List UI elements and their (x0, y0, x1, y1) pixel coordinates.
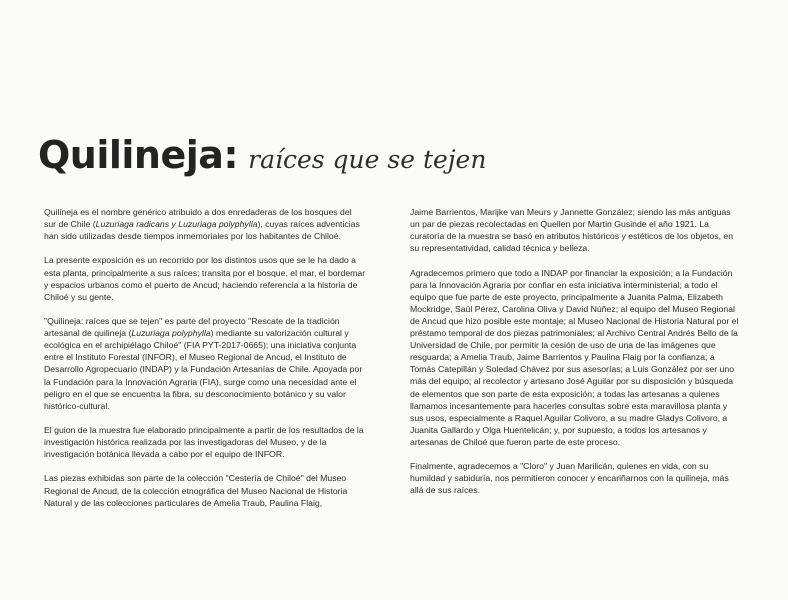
title-subtitle: raíces que se tejen (248, 145, 487, 174)
title-main: Quilineja: (38, 133, 239, 177)
left-column (44, 206, 366, 521)
right-paragraph-2: Agradecemos primero que todo a INDAP por financiar la exposición; a la Fundación para la Innovación Agraria por confiar en esta iniciativa interministerial; a todo el equipo que fue parte de este proyecto, principalmente a Juanita Palma, Elizabeth Mockridge, Saúl Pérez, Carolina Oliva y David Núñez; al equipo del Museo Regional de Ancud que hizo posible este montaje; al Museo Nacional de Historia Natural por el préstamo temporal de dos piezas patrimoniales; al Archivo Central Andrés Bello de la Universidad de Chile, por permitir la cesión de uso de una de las imágenes que resguarda; a Amelia Traub, Jaime Barrientos y Paulina Flaig por la confianza; a Tomás Catepillán y Soledad Chávez por sus asesorías; a Luis González por ser uno más del equipo; al recolector y artesano José Aguilar por su disposición y búsqueda de elementos que son parte de esta exposición; a todas las artesanas a quienes llamamos incesantemente para hacerles consultas sobre esta maravillosa planta y sus usos, especialmente a Raquel Aguilar Colivoro, a su madre Gladys Colivoro, a Juanita Gallardo y Olga Huentelicán; y, por supuesto, a todos los artesanos y artesanas de Chiloé que fueron parte de este proceso. (410, 267, 739, 447)
right-column (410, 206, 742, 509)
right-paragraph-1: Jaime Barrientos, Marijke van Meurs y Jannette González; siendo las más antiguas un par de piezas recolectadas en Quellen por Martin Gusinde el año 1921. La curatoría de la muestra se basó en atributos históricos y estéticos de los objetos, en su representatividad, calidad técnica y belleza. (410, 207, 734, 254)
left-paragraph-2: La presente exposición es un recorrido por los distintos usos que se le ha dado a esta planta, principalmente a sus raíces; transita por el bosque, el mar, el bordemar y espacios urbanos como el puerto de Ancud; haciendo referencia a la historia de Chiloé y su gente. (44, 255, 366, 302)
right-paragraph-3: Finalmente, agradecemos a "Cloro" y Juan Marilicán, quienes en vida, con su humildad y sabiduría, nos permitieron conocer y encariñarnos con la quilineja, más allá de sus raíces. (410, 461, 729, 496)
left-paragraph-1: Quilineja es el nombre genérico atribuido a dos enredaderas de los bosques del sur de Chile (Luzuriaga radicans y Luzuriaga polyphylla), cuyas raíces adventicias han sido utilizadas desde tiempos inmemoriales por los habitantes de Chiloé. (44, 207, 360, 242)
left-paragraph-3: "Quilineja: raíces que se tejen" es parte del proyecto "Rescate de la tradición artesanal de quilineja (Luzuriaga polyphylla) mediante su valorización cultural y ecológica en el archipiélago Chiloé" (FIA PYT-2017-0665); una iniciativa conjunta entre el Instituto Forestal (INFOR), el Museo Regional de Ancud, el Instituto de Desarrollo Agropecuario (INDAP) y la Fundación Artesanías de Chile. Apoyada por la Fundación para la Innovación Agraria (FIA), surge como una necesidad ante el peligro en el que se encuentra la fibra, su desconocimiento botánico y su valor histórico-cultural. (44, 316, 363, 411)
left-paragraph-4: El guion de la muestra fue elaborado principalmente a partir de los resultados de la investigación histórica realizada por las investigadoras del Museo, y de la investigación botánica llevada a cabo por el equipo de INFOR. (44, 424, 364, 460)
left-paragraph-5: Las piezas exhibidas son parte de la colección "Cestería de Chiloé" del Museo Regional de Ancud, de la colección etnográfica del Museo Nacional de Historia Natural y de las colecciones particulares de Amelia Traub, Paulina Flaig, (44, 473, 348, 508)
page-title (38, 133, 486, 177)
